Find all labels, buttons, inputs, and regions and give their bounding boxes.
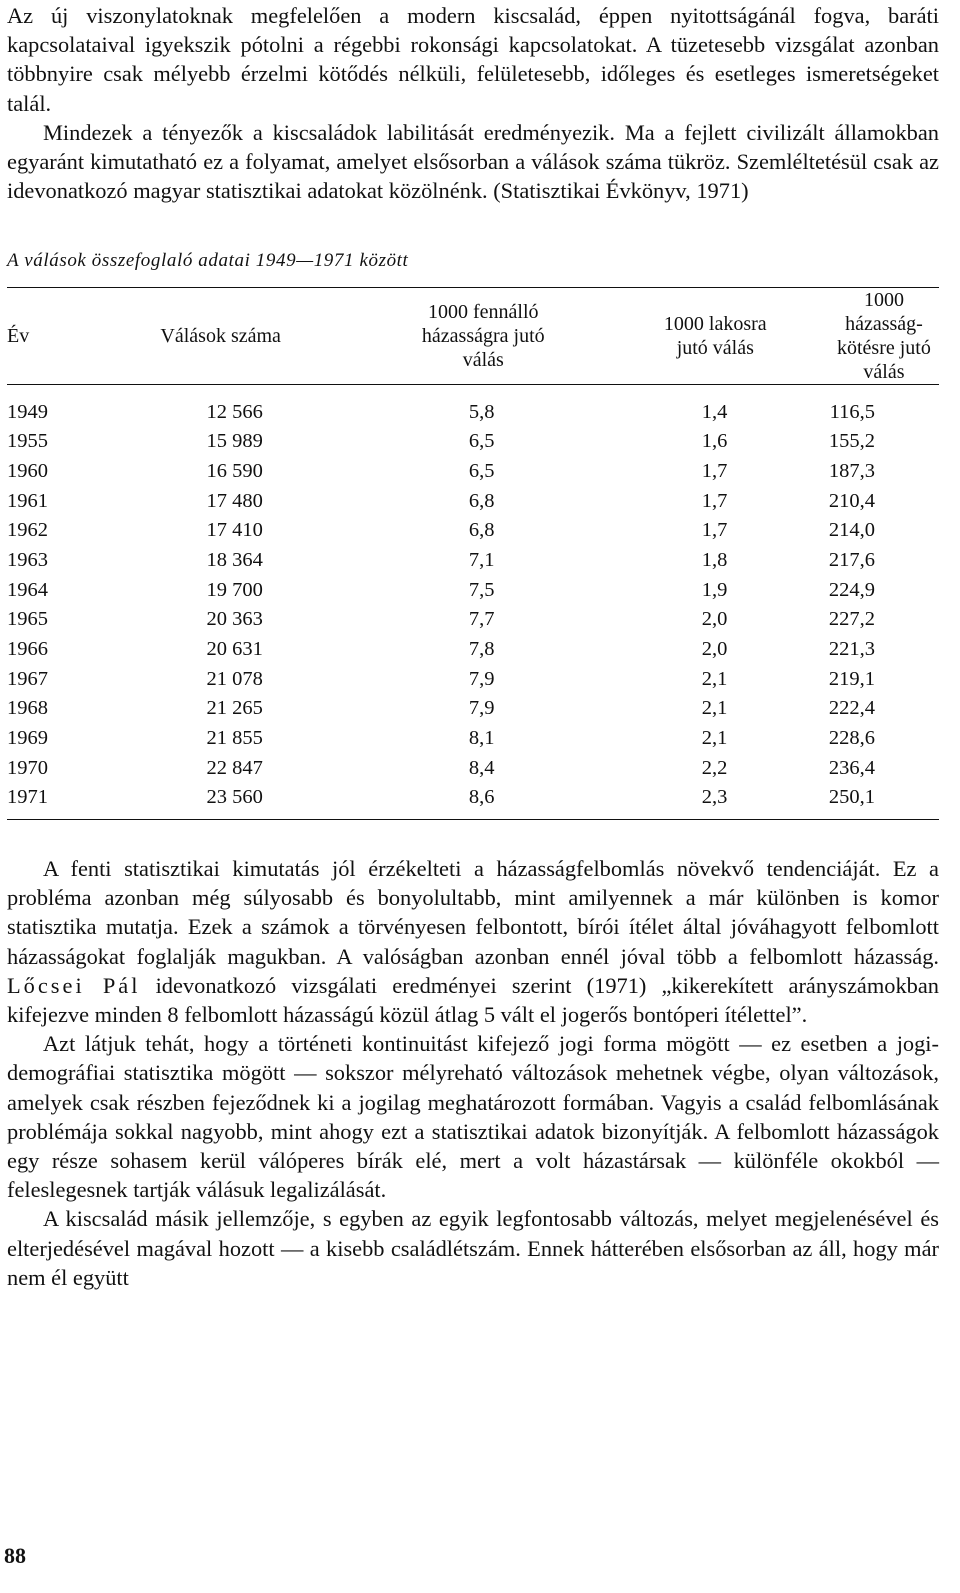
cell-year: 1971 (7, 783, 77, 819)
header-rate3-line1: 1000 házasság- (845, 289, 923, 336)
paragraph-3-tail: idevonatkozó vizsgálati eredményei szerint (1971) „kikerekített arányszámokban kifejezve minden 8 felbomlott házasságú közül átlag 5 vált el jogerős bontóperi ítélettel”. (7, 972, 939, 1028)
header-per-1000-weddings (829, 288, 939, 385)
header-per-1000-inhabitants (602, 288, 829, 385)
cell-year: 1963 (7, 548, 48, 571)
table-body (7, 385, 939, 820)
cell-year: 1968 (7, 697, 48, 720)
cell-per-1000-inhabitants: 1,7 (701, 459, 728, 482)
cell-year: 1965 (7, 608, 48, 631)
table-row (7, 665, 939, 695)
table-row (7, 385, 939, 427)
paragraph-3-text: A fenti statisztikai kimutatás jól érzékelteti a házasságfelbomlás növekvő tendenciáját. Ez a probléma azonban még súlyosabb és bonyolultabb, mint amilyennek a már különben is komor statisztika mutatja. Ezek a számok a törvényesen felbontott, bírói ítélet által jóváhagyott felbomlott házasságokat foglalják magukban. A valóságban azonban ennél jóval több a felbomlott házasság. (7, 856, 939, 969)
table-row (7, 576, 939, 606)
cell-per-1000-weddings: 224,9 (828, 578, 875, 601)
cell-per-1000-weddings: 221,3 (828, 638, 875, 661)
intro-paragraph-2: Mindezek a tényezők a kiscsaládok labilitását eredményezik. Ma a fejlett civilizált államokban egyaránt kimutatható ez a folyamat, amelyet elsősorban a válások száma tükröz. Szemléltetésül csak az idevonatkozó magyar statisztikai adatokat közölnénk. (Statisztikai Évkönyv, 1971) (7, 119, 939, 204)
table-header (7, 288, 939, 385)
cell-per-1000-weddings: 210,4 (828, 489, 875, 512)
cell-per-1000-inhabitants: 2,0 (701, 638, 728, 661)
cell-per-1000-weddings: 116,5 (829, 400, 875, 423)
header-rate3-line2: kötésre jutó (837, 337, 931, 360)
table-row (7, 457, 939, 487)
cell-per-1000-inhabitants: 2,3 (602, 783, 829, 819)
cell-divorce-count: 16 590 (206, 459, 263, 482)
cell-divorce-count: 20 363 (206, 608, 263, 631)
cell-per-1000-marriages: 7,8 (468, 638, 495, 661)
cell-divorce-count: 21 855 (206, 727, 263, 750)
cell-per-1000-inhabitants: 1,6 (701, 430, 728, 453)
page-number: 88 (4, 1543, 26, 1568)
cell-per-1000-inhabitants: 1,8 (701, 548, 728, 571)
cell-divorce-count: 22 847 (206, 756, 263, 779)
book-page (7, 0, 939, 1292)
cell-divorce-count: 18 364 (206, 548, 263, 571)
header-divorce-count: Válások száma (77, 288, 365, 385)
table-caption: A válások összefoglaló adatai 1949—1971 között (7, 250, 409, 272)
cell-year: 1967 (7, 667, 48, 690)
cell-per-1000-weddings: 222,4 (828, 697, 875, 720)
cell-per-1000-inhabitants: 1,7 (701, 519, 728, 542)
table-row (7, 486, 939, 516)
body-paragraph-4: Azt látjuk tehát, hogy a történeti kontinuitást kifejező jogi forma mögött — ez esetben a jogi-demográfiai statisztika mögött — sokszor mélyreható változások mehetnek végbe, olyan változások, amelyek csak részben fejeződnek ki a jogilag meghatározott formában. Vagyis a család felbomlásának problémája sokkal nagyobb, mint ahogy ezt a statisztikai adatok bizonyítják. A felbomlott házasságok egy része sohasem kerül válóperes bírák elé, mert a volt házastársak — különféle okokból — feleslegesnek tartják válásuk legalizálását. (7, 1031, 939, 1203)
header-rate3-line3: válás (863, 361, 905, 384)
cell-per-1000-inhabitants: 1,4 (701, 400, 728, 423)
cell-per-1000-marriages: 7,5 (468, 578, 495, 601)
table-header-row (7, 288, 939, 385)
header-rate1-line3: válás (462, 349, 504, 372)
cell-divorce-count: 15 989 (206, 430, 263, 453)
cell-per-1000-weddings: 219,1 (828, 667, 875, 690)
cell-per-1000-marriages: 7,9 (468, 667, 495, 690)
cell-year: 1966 (7, 638, 48, 661)
cell-per-1000-marriages: 5,8 (468, 400, 495, 423)
intro-paragraph-1: Az új viszonylatoknak megfelelően a modern kiscsalád, éppen nyitottságánál fogva, baráti kapcsolataival igyekszik pótolni a régebbi rokonsági kapcsolatokat. A tüzetesebb vizsgálat azonban többnyire csak mélyebb érzelmi kötődés nélküli, felületesebb, időleges és esetleges ismeretségeket talál. (7, 3, 939, 116)
cell-year: 1964 (7, 578, 48, 601)
cell-per-1000-weddings: 236,4 (828, 756, 875, 779)
cell-divorce-count: 12 566 (206, 400, 263, 423)
cell-year: 1970 (7, 756, 48, 779)
cell-divorce-count: 17 410 (206, 519, 263, 542)
cell-per-1000-marriages: 7,7 (468, 608, 495, 631)
cell-per-1000-weddings: 228,6 (828, 727, 875, 750)
cell-per-1000-marriages: 6,8 (468, 519, 495, 542)
cell-per-1000-weddings: 250,1 (829, 783, 939, 819)
cell-divorce-count: 21 265 (206, 697, 263, 720)
cited-author: Lőcsei Pál (7, 972, 141, 998)
cell-per-1000-inhabitants: 1,9 (701, 578, 728, 601)
cell-per-1000-marriages: 8,4 (468, 756, 495, 779)
body-paragraph-5: A kiscsalád másik jellemzője, s egyben az egyik legfontosabb változás, melyet megjelenésével és elterjedésével magával hozott — a kisebb családlétszám. Ennek hátterében elsősorban az áll, hogy már nem él együtt (7, 1206, 939, 1290)
cell-per-1000-marriages: 6,8 (468, 489, 495, 512)
cell-per-1000-marriages: 7,1 (468, 548, 495, 571)
header-rate1-line1: 1000 fennálló (428, 301, 539, 324)
table-row (7, 546, 939, 576)
cell-divorce-count: 20 631 (206, 638, 263, 661)
cell-per-1000-weddings: 155,2 (828, 430, 875, 453)
divorce-statistics-table (7, 287, 939, 820)
cell-year: 1961 (7, 489, 48, 512)
table-row (7, 427, 939, 457)
body-paragraph-3 (7, 854, 939, 1029)
cell-per-1000-weddings: 187,3 (828, 459, 875, 482)
cell-per-1000-inhabitants: 2,1 (701, 697, 728, 720)
body-text (7, 854, 939, 1292)
cell-divorce-count: 19 700 (206, 578, 263, 601)
cell-year: 1955 (7, 430, 48, 453)
cell-per-1000-inhabitants: 2,1 (701, 727, 728, 750)
table-row (7, 516, 939, 546)
cell-year: 1962 (7, 519, 48, 542)
cell-per-1000-inhabitants: 1,7 (701, 489, 728, 512)
table-row (7, 783, 939, 819)
cell-per-1000-marriages: 6,5 (468, 459, 495, 482)
header-per-1000-marriages (365, 288, 602, 385)
table-row (7, 605, 939, 635)
table-row (7, 724, 939, 754)
header-rate2-line1: 1000 lakosra (663, 313, 767, 336)
cell-year: 1960 (7, 459, 48, 482)
table-row (7, 754, 939, 784)
cell-year: 1949 (7, 400, 48, 423)
cell-per-1000-marriages: 7,9 (468, 697, 495, 720)
table-row (7, 635, 939, 665)
table-row (7, 694, 939, 724)
cell-divorce-count: 23 560 (77, 783, 365, 819)
cell-per-1000-marriages: 8,1 (468, 727, 495, 750)
cell-per-1000-inhabitants: 2,0 (701, 608, 728, 631)
cell-per-1000-inhabitants: 2,1 (701, 667, 728, 690)
cell-per-1000-weddings: 217,6 (828, 548, 875, 571)
header-rate2-line2: jutó válás (676, 337, 754, 360)
cell-per-1000-weddings: 227,2 (828, 608, 875, 631)
cell-per-1000-inhabitants: 2,2 (701, 756, 728, 779)
cell-per-1000-weddings: 214,0 (828, 519, 875, 542)
cell-divorce-count: 21 078 (206, 667, 263, 690)
cell-year: 1969 (7, 727, 48, 750)
cell-per-1000-marriages: 6,5 (468, 430, 495, 453)
header-year: Év (7, 288, 77, 385)
cell-per-1000-marriages: 8,6 (365, 783, 602, 819)
header-rate1-line2: házasságra jutó (421, 325, 545, 348)
cell-divorce-count: 17 480 (206, 489, 263, 512)
